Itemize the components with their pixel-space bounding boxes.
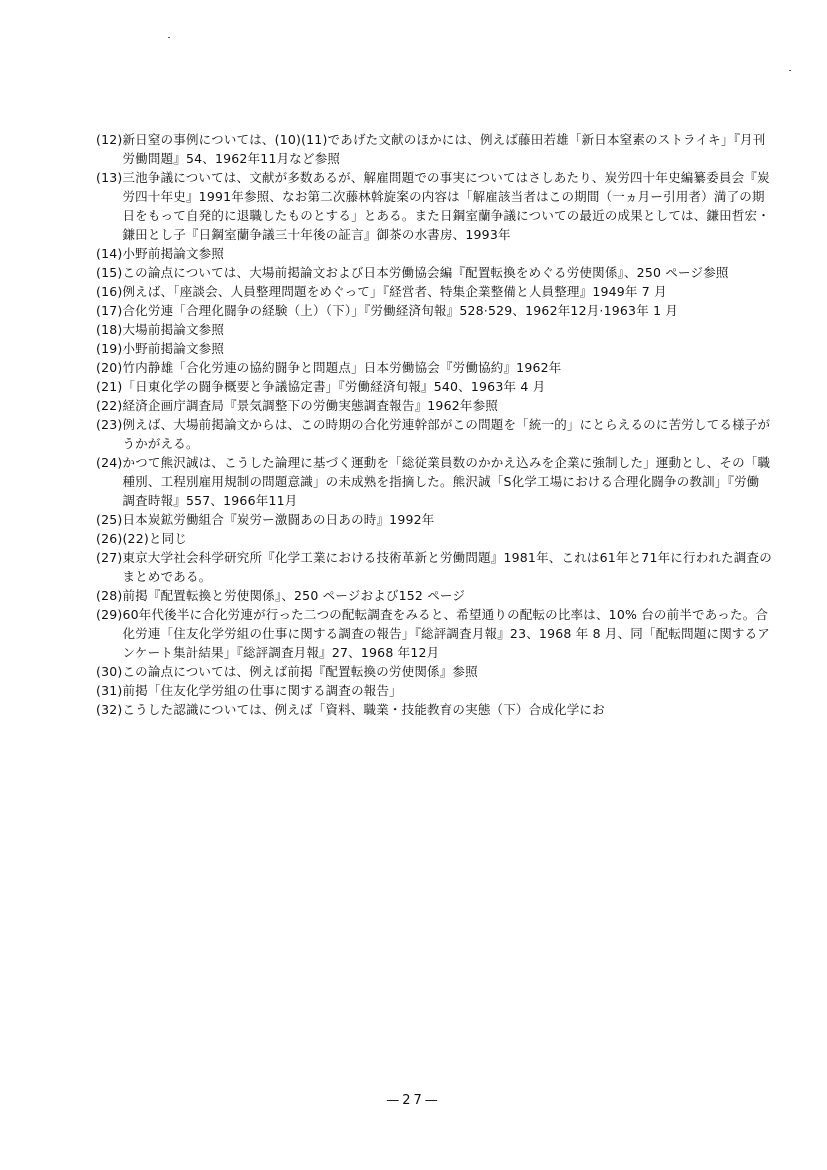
endnote-number: (21) <box>96 379 123 394</box>
endnote-text: 前掲『配置転換と労使関係』、250 ページおよび152 ページ <box>122 588 466 603</box>
endnote-text: 新日窒の事例については、(10)(11)であげた文献のほかには、例えば藤田若雄「新日本窒素のストライキ」『月刊労働問題』54、1962年11月など参照 <box>122 132 766 166</box>
endnote-item <box>96 453 772 510</box>
endnote-text: かつて熊沢誠は、こうした論理に基づく運動を「総従業員数のかかえ込みを企業に強制した」運動とし、その「職種別、工程別雇用規制の問題意識」の未成熟を指摘した。熊沢誠「S化学工場における合理化闘争の教訓」『労働調査時報』557、1966年11月 <box>122 455 771 508</box>
endnote-number: (14) <box>96 246 123 261</box>
endnote-number: (25) <box>96 512 123 527</box>
endnote-number: (12) <box>96 132 123 147</box>
endnote-item <box>96 681 772 700</box>
endnote-item <box>96 510 772 529</box>
endnote-number: (29) <box>96 607 123 622</box>
endnote-item <box>96 396 772 415</box>
endnote-number: (16) <box>96 284 123 299</box>
endnote-number: (26) <box>96 531 123 546</box>
endnote-item <box>96 415 772 453</box>
endnote-item <box>96 548 772 586</box>
endnote-text: こうした認識については、例えば「資料、職業・技能教育の実態（下）合成化学にお <box>122 702 605 717</box>
endnotes-list <box>96 130 772 719</box>
endnote-text: 竹内静雄「合化労連の協約闘争と問題点」日本労働協会『労働協約』1962年 <box>122 360 562 375</box>
endnote-item <box>96 358 772 377</box>
endnote-text: 経済企画庁調査局『景気調整下の労働実態調査報告』1962年参照 <box>122 398 498 413</box>
endnote-number: (27) <box>96 550 123 565</box>
endnote-item <box>96 320 772 339</box>
endnote-number: (31) <box>96 683 123 698</box>
endnote-text: この論点については、例えば前掲『配置転換の労使関係』参照 <box>122 664 478 679</box>
endnote-number: (30) <box>96 664 123 679</box>
endnote-item <box>96 282 772 301</box>
endnote-text: 大場前掲論文参照 <box>122 322 225 337</box>
endnote-text: (22)と同じ <box>122 531 188 546</box>
endnote-item <box>96 586 772 605</box>
endnote-text: 60年代後半に合化労連が行った二つの配転調査をみると、希望通りの配転の比率は、10% 台の前半であった。合化労連「住友化学労組の仕事に関する調査の報告」『総評調査月報』23、1968 年 8 月、同「配転問題に関するアンケート集計結果」『総評調査月報』27、1968 年12月 <box>122 607 771 660</box>
endnote-number: (15) <box>96 265 123 280</box>
endnote-item <box>96 244 772 263</box>
endnote-item <box>96 301 772 320</box>
endnote-number: (18) <box>96 322 123 337</box>
endnote-item <box>96 168 772 244</box>
endnote-number: (17) <box>96 303 123 318</box>
endnote-text: 小野前掲論文参照 <box>122 246 225 261</box>
endnote-item <box>96 130 772 168</box>
scan-speck <box>789 70 791 71</box>
endnote-item <box>96 529 772 548</box>
endnote-text: この論点については、大場前掲論文および日本労働協会編『配置転換をめぐる労使関係』、250 ページ参照 <box>122 265 729 280</box>
endnote-item <box>96 662 772 681</box>
endnote-number: (24) <box>96 455 123 470</box>
endnote-item <box>96 605 772 662</box>
endnote-item <box>96 700 772 719</box>
endnote-number: (22) <box>96 398 123 413</box>
endnote-text: 合化労連「合理化闘争の経験（上）（下）」『労働経済旬報』528·529、1962年12月·1963年 1 月 <box>122 303 679 318</box>
page-number: —27— <box>386 1093 441 1108</box>
endnote-text: 例えば、「座談会、人員整理問題をめぐって」『経営者、特集企業整備と人員整理』1949年 7 月 <box>122 284 667 299</box>
endnote-text: 三池争議については、文献が多数あるが、解雇問題での事実についてはさしあたり、炭労四十年史編纂委員会『炭労四十年史』1991年参照、なお第二次藤林斡旋案の内容は「解雇該当者はこの期間（一ヵ月ー引用者）満了の期日をもって自発的に退職したものとする」とある。また日鋼室蘭争議についての最近の成果としては、鎌田哲宏・鎌田とし子『日鋼室蘭争議三十年後の証言』御茶の水書房、1993年 <box>122 170 770 242</box>
endnote-text: 東京大学社会科学研究所『化学工業における技術革新と労働問題』1981年、これは61年と71年に行われた調査のまとめである。 <box>122 550 772 584</box>
endnote-number: (28) <box>96 588 123 603</box>
endnote-text: 日本炭鉱労働組合『炭労ー激闘あの日あの時』1992年 <box>122 512 435 527</box>
scan-speck <box>168 37 170 38</box>
endnote-item <box>96 339 772 358</box>
endnote-item <box>96 377 772 396</box>
endnote-number: (20) <box>96 360 123 375</box>
endnote-text: 前掲「住友化学労組の仕事に関する調査の報告」 <box>122 683 402 698</box>
endnote-number: (19) <box>96 341 123 356</box>
endnote-number: (32) <box>96 702 123 717</box>
endnote-text: 小野前掲論文参照 <box>122 341 225 356</box>
endnote-number: (23) <box>96 417 123 432</box>
endnote-text: 例えば、大場前掲論文からは、この時期の合化労連幹部がこの問題を「統一的」にとらえるのに苦労してる様子がうかがえる。 <box>122 417 771 451</box>
endnote-item <box>96 263 772 282</box>
endnote-text: 「日東化学の闘争概要と争議協定書」『労働経済旬報』540、1963年 4 月 <box>122 379 546 394</box>
endnote-number: (13) <box>96 170 123 185</box>
